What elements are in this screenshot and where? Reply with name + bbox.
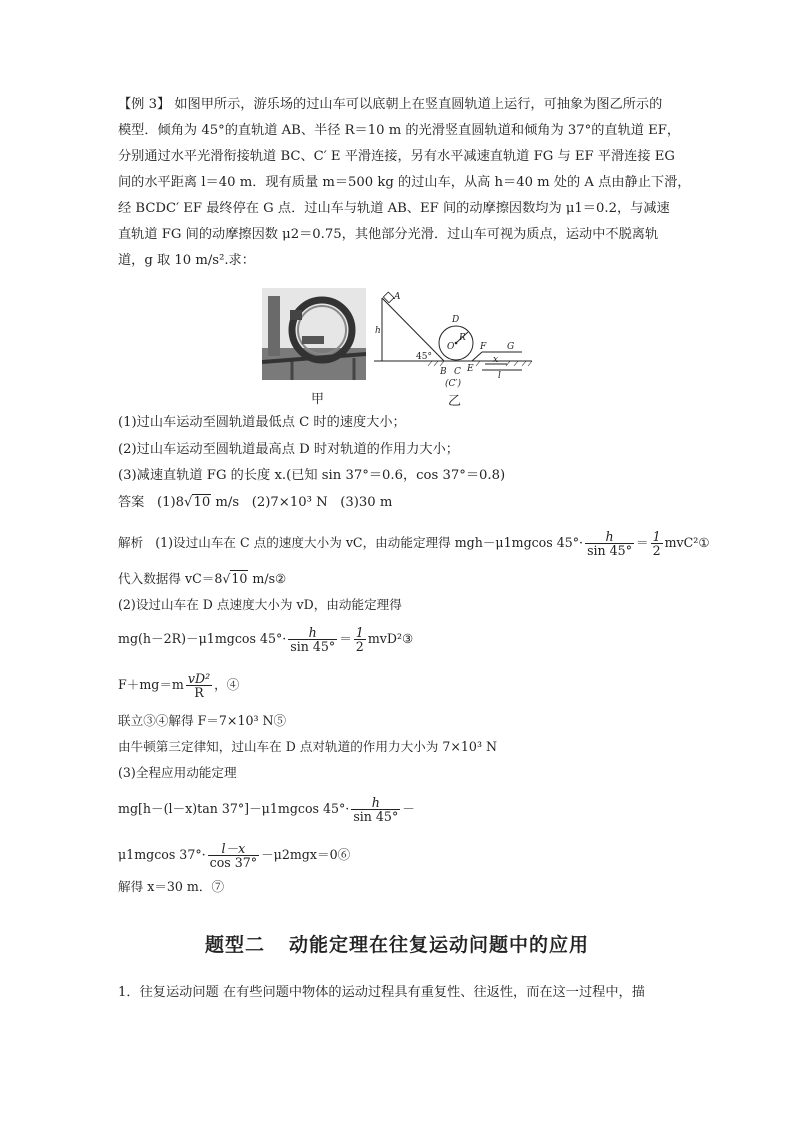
- s1-fraction: $\frac{h}{\sin 45^\circ}$: [587, 529, 632, 558]
- figure-caption-right: 乙: [448, 394, 462, 409]
- label-O: O: [447, 342, 455, 352]
- label-x: x: [493, 355, 499, 365]
- figure-caption-left: 甲: [311, 392, 325, 407]
- s5-fraction: $\frac{\text{vD²}}{R}$: [187, 671, 211, 700]
- example-line-6: 直轨道 FG 间的动摩擦因数 μ2＝0.75，其他部分光滑．过山车可视为质点，运动中不脱离轨: [118, 227, 659, 242]
- s1-half: $\frac{1}{2}$: [652, 529, 661, 558]
- s4-fraction: $\frac{h}{\sin 45^\circ}$: [290, 625, 336, 654]
- answer-1-unit: m/s: [211, 495, 240, 510]
- sqrt-icon: √: [222, 571, 231, 586]
- label-F: F: [480, 342, 487, 352]
- example-line-2: 模型．倾角为 45°的直轨道 AB、半径 R＝10 m 的光滑竖直圆轨道和倾角为 37°的直轨道 EF，: [118, 123, 681, 138]
- s9-fraction: $\frac{h}{\sin 45^\circ}$: [353, 795, 399, 824]
- section-title-b: 动能定理在往复运动问题中的应用: [289, 934, 590, 956]
- track-diagram: [372, 286, 534, 406]
- s10-fraction: $\frac{l-x}{\cos 37^\circ}$: [209, 841, 258, 870]
- solution-line-8: (3)全程应用动能定理: [118, 765, 237, 780]
- label-G: G: [507, 342, 515, 352]
- example-line-3: 分别通过水平光滑衔接轨道 BC、C′ E 平滑连接，另有水平减速直轨道 FG 与 EF 平滑连接 EG: [118, 149, 675, 164]
- label-Cprime: (C′): [445, 379, 461, 389]
- question-2: (2)过山车运动至圆轨道最高点 D 时对轨道的作用力大小；: [118, 442, 459, 457]
- section-title: [0, 930, 794, 957]
- label-R: R: [459, 333, 466, 343]
- question-1: (1)过山车运动至圆轨道最低点 C 时的速度大小；: [118, 415, 406, 430]
- solution-line-1: 解析 (1)设过山车在 C 点的速度大小为 vC，由动能定理得 mgh－μ1mgcos 45°· $\frac{h}{\sin 45^\circ}$ ＝ $\frac{1}{2}$ mvC²①: [118, 529, 710, 558]
- label-D: D: [452, 315, 460, 325]
- s1-tail: mvC²①: [664, 535, 710, 550]
- section-title-a: 题型二: [204, 934, 265, 956]
- solution-line-9: mg[h－(l－x)tan 37°]－μ1mgcos 45°· $\frac{h}{\sin 45^\circ}$ －: [118, 795, 415, 824]
- solution-line-11: 解得 x＝30 m．⑦: [118, 879, 225, 894]
- answer-2: (2)7×10³ N: [251, 495, 328, 510]
- sqrt-icon: √: [184, 495, 193, 510]
- example-line-7: 道，g 取 10 m/s².求：: [118, 253, 255, 268]
- answer-1-root: 10: [193, 495, 211, 510]
- solution-label: 解析: [118, 535, 144, 550]
- label-l: l: [498, 371, 501, 381]
- solution-line-6: 联立③④解得 F＝7×10³ N⑤: [118, 713, 287, 728]
- question-3: (3)减速直轨道 FG 的长度 x.(已知 sin 37°＝0.6，cos 37°＝0.8): [118, 468, 506, 483]
- solution-line-7: 由牛顿第三定律知，过山车在 D 点对轨道的作用力大小为 7×10³ N: [118, 739, 498, 754]
- label-h: h: [375, 326, 381, 336]
- example-line-1: 【例 3】 如图甲所示，游乐场的过山车可以底朝上在竖直圆轨道上运行，可抽象为图乙所示的: [118, 97, 663, 112]
- label-C: C: [454, 367, 461, 377]
- example-line-4: 间的水平距离 l＝40 m．现有质量 m＝500 kg 的过山车，从高 h＝40 m 处的 A 点由静止下滑，: [118, 175, 691, 190]
- answer-line: [118, 494, 392, 512]
- label-B: B: [440, 367, 447, 377]
- solution-line-5: F＋mg＝m $\frac{\text{vD²}}{R}$ ，④: [118, 671, 240, 700]
- label-45: 45°: [416, 352, 432, 362]
- s1-text: (1)设过山车在 C 点的速度大小为 vC，由动能定理得 mgh－μ1mgcos 45°·: [155, 535, 584, 550]
- section-paragraph-1: 1．往复运动问题 在有些问题中物体的运动过程具有重复性、往返性，而在这一过程中，描: [118, 985, 645, 1000]
- solution-line-2: 代入数据得 vC＝8√10 m/s②: [118, 571, 287, 586]
- solution-line-3: (2)设过山车在 D 点速度大小为 vD，由动能定理得: [118, 597, 402, 612]
- solution-line-4: mg(h－2R)－μ1mgcos 45°· $\frac{h}{\sin 45^\circ}$ ＝ $\frac{1}{2}$ mvD²③: [118, 625, 414, 654]
- label-E: E: [467, 364, 474, 374]
- answer-1-pre: (1)8: [156, 495, 185, 510]
- solution-line-10: μ1mgcos 37°· $\frac{l-x}{\cos 37^\circ}$ －μ2mgx＝0⑥: [118, 841, 351, 870]
- example-line-5: 经 BCDC′ EF 最终停在 G 点．过山车与轨道 AB、EF 间的动摩擦因数均为 μ1＝0.2，与减速: [118, 201, 670, 216]
- answer-label: 答案: [118, 495, 145, 510]
- s4-half: $\frac{1}{2}$: [355, 625, 364, 654]
- answer-3: (3)30 m: [340, 495, 393, 510]
- roller-coaster-photo: [262, 288, 366, 380]
- label-A: A: [394, 292, 401, 302]
